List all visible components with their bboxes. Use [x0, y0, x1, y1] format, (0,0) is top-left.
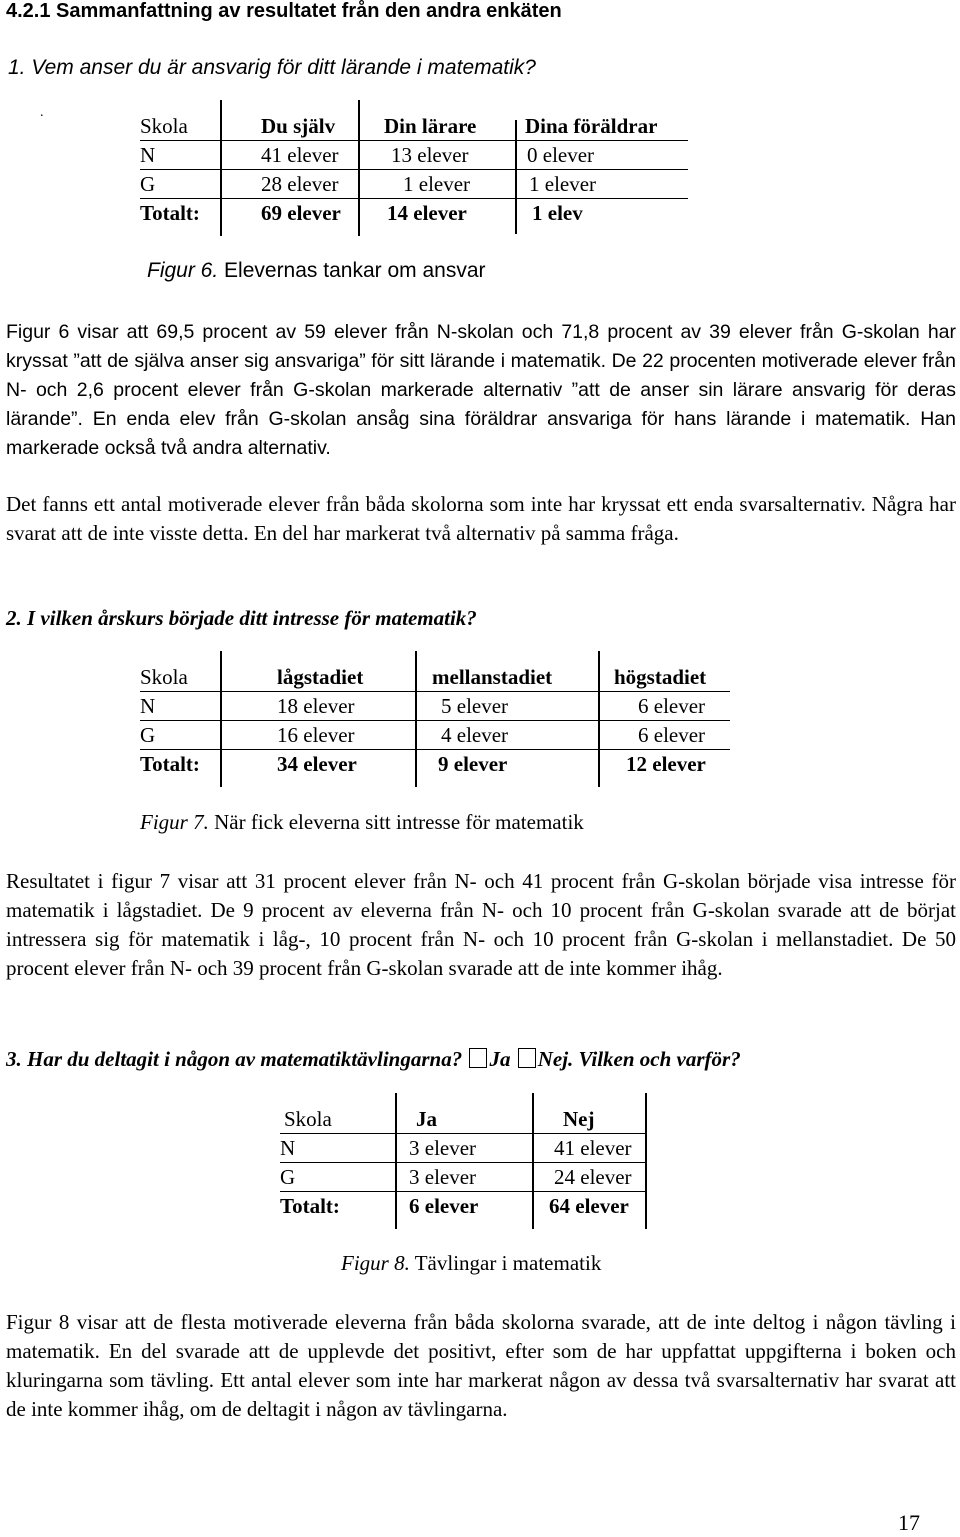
table-cell: 64 elever: [549, 1194, 629, 1218]
table-cell: 5 elever: [441, 694, 509, 718]
table-cell: 12 elever: [626, 752, 706, 776]
paragraph: Figur 6 visar att 69,5 procent av 59 elever från N-skolan och 71,8 procent av 39 elever från G-skolan har kryssat ”att de själva anser sig ansvariga” för sitt lärande i matematik. De 22 procenten motiverade elever från N- och 2,6 procent elever från G-skolan markerade alternativ ”att de anser sin lärare ansvarig för deras lärande”. En enda elev från G-skolan ansåg sina föräldrar ansvariga för hans lärande i matematik. Han markerade också två andra alternativ.: [6, 321, 956, 459]
table-cell: 69 elever: [261, 201, 341, 225]
paragraph: Resultatet i figur 7 visar att 31 procent elever från N- och 41 procent från G-skolan började visa intresse för matematik i lågstadiet. De 9 procent av eleverna från N- och 10 procent från G-skolan svarade att de börjat intressera sig för matematik i låg-, 10 procent från N- och 10 procent från G-skolan i mellanstadiet. De 50 procent elever från N- och 39 procent från G-skolan svarade att de inte kommer ihåg.: [6, 869, 956, 980]
table-cell: 9 elever: [438, 752, 508, 776]
paragraph: Figur 8 visar att de flesta motiverade eleverna från båda skolorna svarade, att de inte deltog i någon tävling i matematik. En del svarade att de upplevde det positivt, efter som de har uppfattat uppgifterna i boken och kluringarna som tävling. Ett antal elever som inte har markerat någon av dessa två svarsalternativ har svarat att de inte kommer ihåg, om de deltagit i någon av tävlingarna.: [6, 1310, 956, 1421]
header-skola: Skola: [140, 114, 188, 138]
figure-8-caption: [341, 1251, 601, 1276]
table-cell: N: [280, 1136, 296, 1160]
table-cell: 24 elever: [554, 1165, 632, 1189]
paragraph: Det fanns ett antal motiverade elever från båda skolorna som inte har kryssat ett enda svarsalternativ. Några har svarat att de inte visste detta. En del har markerat två alternativ på samma fråga.: [6, 492, 956, 545]
table-cell: G: [280, 1165, 296, 1189]
table-cell: 6 elever: [638, 723, 706, 747]
table-cell: G: [140, 723, 156, 747]
caption-label: Figur 6.: [147, 259, 219, 282]
checkbox-icon: [518, 1048, 536, 1068]
dot-mark: .: [40, 105, 44, 120]
table-cell: N: [140, 694, 156, 718]
caption-label: Figur 7.: [140, 810, 209, 834]
figure-7-table: [140, 663, 740, 788]
header-skola: Skola: [140, 665, 188, 689]
caption-label: Figur 8.: [341, 1251, 410, 1275]
caption-text: När fick eleverna sitt intresse för matematik: [208, 810, 584, 834]
table-cell: Totalt:: [140, 752, 200, 776]
table-cell: Totalt:: [280, 1194, 340, 1218]
figure-6-discussion-2: [6, 490, 956, 548]
option-yes-label: Ja: [489, 1047, 511, 1071]
header-hogstadiet: högstadiet: [614, 665, 707, 689]
table-cell: 1 elever: [403, 172, 471, 196]
header-du-sjalv: Du själv: [261, 114, 336, 138]
table-cell: N: [140, 143, 156, 167]
caption-text: Tävlingar i matematik: [409, 1251, 602, 1275]
table-cell: 3 elever: [409, 1165, 477, 1189]
checkbox-icon: [469, 1048, 487, 1068]
table-cell: 14 elever: [387, 201, 467, 225]
table-cell: 16 elever: [277, 723, 355, 747]
figure-7-discussion: [6, 867, 956, 983]
question-2-title: 2. I vilken årskurs började ditt intresse för matematik?: [6, 606, 477, 630]
table-cell: 34 elever: [277, 752, 357, 776]
question-1-title: 1. Vem anser du är ansvarig för ditt lärande i matematik?: [8, 56, 536, 79]
header-dina-foraldrar: Dina föräldrar: [525, 114, 658, 138]
question-3-text: 3. Har du deltagit i någon av matematiktävlingarna?: [6, 1047, 463, 1071]
figure-8-discussion: [6, 1308, 956, 1424]
table-cell: 6 elever: [409, 1194, 479, 1218]
question-3-title: [6, 1047, 741, 1072]
header-lagstadiet: lågstadiet: [277, 665, 364, 689]
table-cell: 41 elever: [554, 1136, 632, 1160]
table-cell: 6 elever: [638, 694, 706, 718]
table-cell: 3 elever: [409, 1136, 477, 1160]
figure-6-table: [140, 112, 700, 237]
table-cell: Totalt:: [140, 201, 200, 225]
figure-7-caption: [140, 810, 584, 835]
table-cell: 13 elever: [391, 143, 469, 167]
figure-6-discussion: [6, 318, 956, 463]
section-heading: 4.2.1 Sammanfattning av resultatet från den andra enkäten: [6, 0, 562, 22]
page-number: 17: [898, 1510, 920, 1535]
header-skola: Skola: [284, 1107, 332, 1131]
caption-text: Elevernas tankar om ansvar: [218, 259, 486, 282]
table-cell: 0 elever: [527, 143, 595, 167]
table-cell: 41 elever: [261, 143, 339, 167]
option-no-label: Nej. Vilken och varför?: [537, 1047, 741, 1071]
figure-6-caption: [147, 258, 486, 283]
table-cell: 18 elever: [277, 694, 355, 718]
figure-8-table: [280, 1105, 660, 1230]
table-cell: 1 elev: [532, 201, 583, 225]
table-cell: G: [140, 172, 156, 196]
header-nej: Nej: [563, 1107, 595, 1131]
table-cell: 4 elever: [441, 723, 509, 747]
table-cell: 28 elever: [261, 172, 339, 196]
header-din-larare: Din lärare: [384, 114, 477, 138]
header-mellanstadiet: mellanstadiet: [432, 665, 553, 689]
header-ja: Ja: [416, 1107, 437, 1131]
table-cell: 1 elever: [529, 172, 597, 196]
